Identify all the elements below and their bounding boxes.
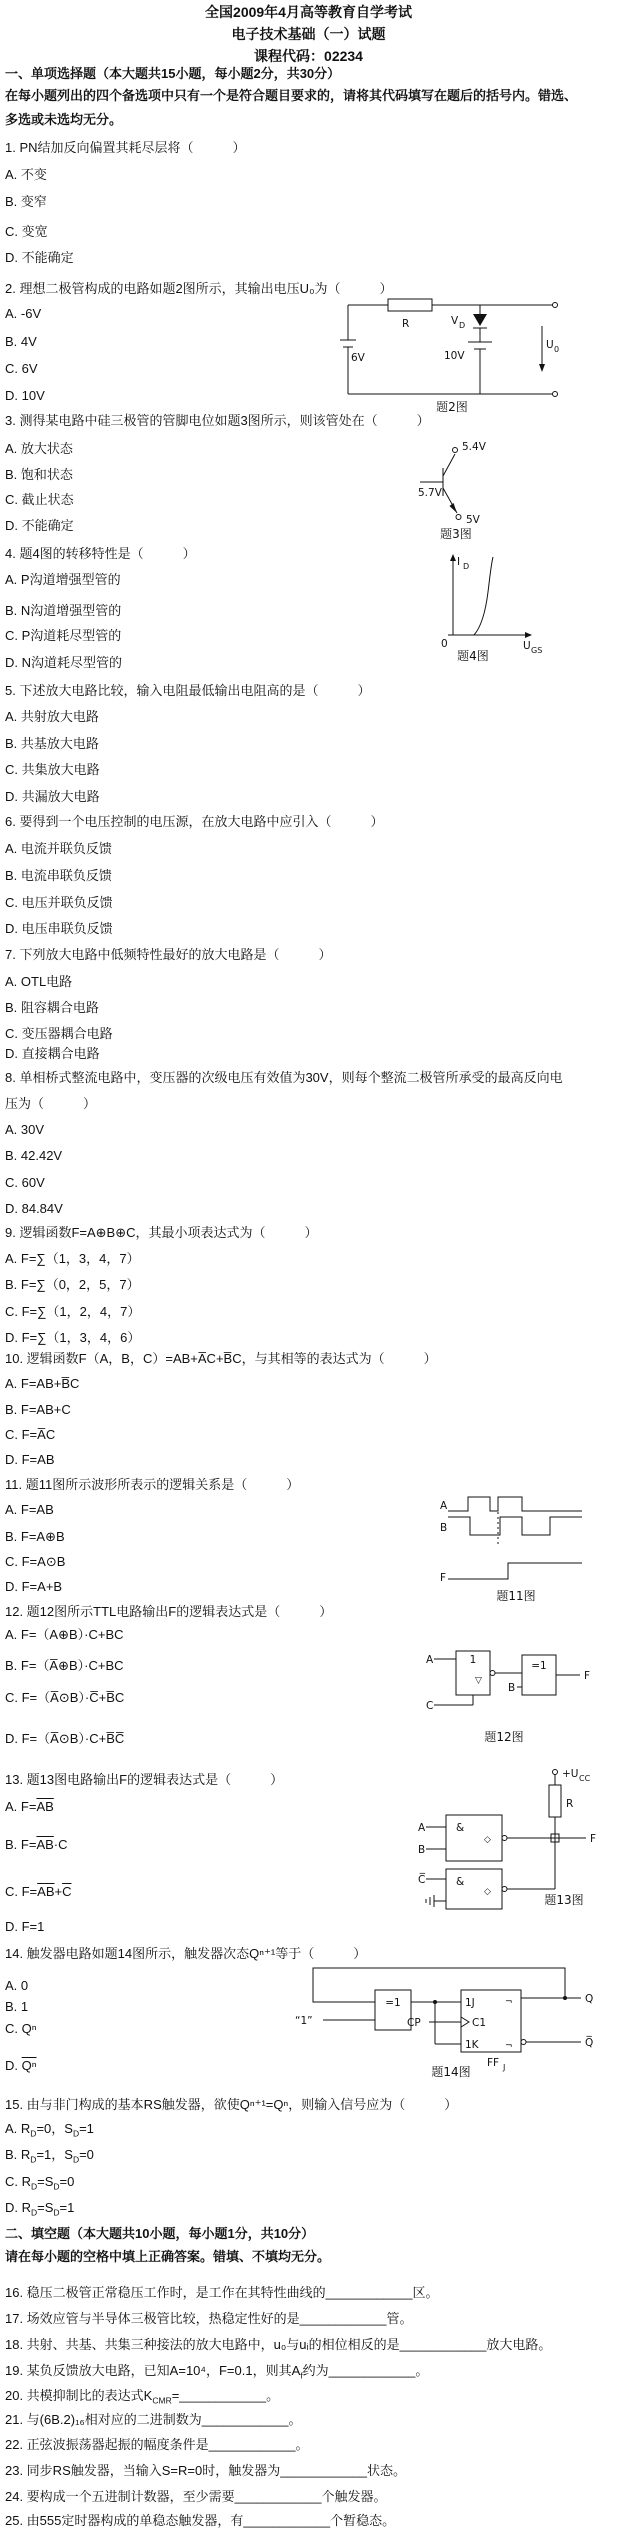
course-code: 课程代码：02234 [254, 48, 363, 64]
fig13-input-b-label: B [418, 1844, 426, 1856]
question-8-stem-line1: 8. 单相桥式整流电路中，变压器的次级电压有效值为30V，则每个整流二极管所承受的最高反向电 [5, 1070, 563, 1085]
fig3-caption: 题3图 [440, 527, 472, 541]
fig14-q-output-label: Q [585, 1993, 594, 2005]
fig2-battery-10v-label: 10V [444, 350, 465, 362]
exam-title-line2: 电子技术基础（一）试题 [231, 26, 386, 42]
fig11-waveform-a-label: A [440, 1500, 448, 1512]
question-4-option-d: D. N沟道耗尽型管的 [5, 655, 123, 670]
question-1-option-c: C. 变宽 [5, 224, 48, 239]
question-3-option-b: B. 饱和状态 [5, 467, 73, 482]
question-5-option-a: A. 共射放大电路 [5, 709, 99, 724]
figure-q4-transfer-characteristic [428, 552, 546, 662]
exam-title-line1: 全国2009年4月高等教育自学考试 [205, 4, 412, 20]
question-8-option-b: B. 42.42V [5, 1148, 63, 1163]
fig12-caption: 题12图 [484, 1730, 524, 1744]
question-10-option-d: D. F=AB [5, 1452, 55, 1467]
fig13-gate1-label: & [456, 1822, 465, 1834]
fig14-k-input-label: 1K [465, 2039, 479, 2051]
fig2-resistor-label: R [402, 318, 410, 330]
question-11-option-d: D. F=A+B [5, 1579, 63, 1594]
fig13-gate1-oc-symbol: ◇ [484, 1835, 491, 1845]
question-6-stem: 6. 要得到一个电压控制的电压源，在放大电路中应引入（ ） [5, 814, 384, 829]
question-3-option-a: A. 放大状态 [5, 441, 73, 456]
fig14-postponed-output-symbol-bottom: ¬ [505, 2041, 513, 2051]
fig14-constant-1-label: “1” [295, 2015, 313, 2027]
question-4-option-b: B. N沟道增强型管的 [5, 603, 122, 618]
fig12-output-f-label: F [584, 1670, 591, 1682]
question-5-option-c: C. 共集放大电路 [5, 762, 100, 777]
question-13-stem: 13. 题13图电路输出F的逻辑表达式是（ ） [5, 1772, 284, 1787]
question-14-option-a: A. 0 [5, 1978, 29, 1993]
question-11-option-c: C. F=A⊙B [5, 1554, 66, 1569]
figure-q13-open-collector-circuit [418, 1763, 616, 1911]
fig14-postponed-output-symbol-top: ¬ [505, 1997, 513, 2007]
fig13-caption: 题13图 [544, 1893, 584, 1907]
question-1-option-b: B. 变窄 [5, 194, 47, 209]
fig14-ff-label: FF [487, 2057, 500, 2069]
question-20: 20. 共模抑制比的表达式$K_{CMR}=\_\_\_\_\_\_\_\_\_\_\_\_$。 [5, 2388, 280, 2406]
question-5-stem: 5. 下述放大电路比较，输入电阻最低输出电阻高的是（ ） [5, 683, 371, 698]
fig14-caption: 题14图 [431, 2065, 471, 2078]
fig12-open-collector-symbol: ▽ [475, 1676, 482, 1686]
fig13-resistor-label: R [566, 1798, 574, 1810]
fig13-input-a-label: A [418, 1822, 426, 1834]
figure-q3-transistor [416, 434, 528, 542]
question-10-option-b: B. F=AB+C [5, 1402, 71, 1417]
question-15-option-a: A. $R_D=0$，$S_D=1$ [5, 2121, 94, 2139]
question-17: 17. 场效应管与半导体三极管比较，热稳定性好的是____________管。 [5, 2311, 413, 2326]
question-6-option-a: A. 电流并联负反馈 [5, 841, 112, 856]
question-9-option-d: D. F=∑（1，3，4，6） [5, 1330, 141, 1345]
fig3-collector-voltage: 5.4V [462, 441, 486, 453]
question-6-option-c: C. 电压并联负反馈 [5, 895, 113, 910]
fig12-input-a-label: A [426, 1654, 434, 1666]
question-13-option-a: A. $F=\overline{AB}$ [5, 1799, 54, 1814]
fig2-caption: 题2图 [436, 400, 468, 414]
question-7-option-d: D. 直接耦合电路 [5, 1046, 100, 1061]
question-25: 25. 由555定时器构成的单稳态触发器，有____________个暂稳态。 [5, 2513, 396, 2528]
question-10-stem: 10. 逻辑函数F（A，B，C）=AB+A̅C+B̅C，与其相等的表达式为（ ） [5, 1351, 437, 1366]
fig2-diode-label: V [451, 315, 459, 327]
question-9-option-c: C. F=∑（1，2，4，7） [5, 1304, 141, 1319]
question-15-stem: 15. 由与非门构成的基本RS触发器，欲使Qⁿ⁺¹=Qⁿ，则输入信号应为（ ） [5, 2097, 458, 2112]
question-2-option-a: A. -6V [5, 306, 42, 321]
question-15-option-c: C. $R_D=S_D=0$ [5, 2174, 75, 2192]
question-2-option-b: B. 4V [5, 334, 37, 349]
fig12-input-b-label: B [508, 1682, 516, 1694]
question-14-option-d: D. $\overline{Q^n}$ [5, 2058, 37, 2073]
fig14-j-input-label: 1J [465, 1997, 475, 2009]
question-10-option-a: A. F=AB+B̅C [5, 1376, 80, 1391]
fig13-vcc-sub: CC [579, 1774, 591, 1783]
question-22: 22. 正弦波振荡器起振的幅度条件是____________。 [5, 2437, 309, 2452]
question-3-option-d: D. 不能确定 [5, 518, 74, 533]
question-12-stem: 12. 题12图所示TTL电路输出F的逻辑表达式是（ ） [5, 1604, 333, 1619]
question-13-option-b: B. $F=\overline{AB}\cdot C$ [5, 1837, 68, 1852]
question-10-option-c: C. F=A̅C [5, 1427, 56, 1442]
question-19: 19. 某负反馈放大电路，已知A=10⁴，F=0.1，则其$A_f$约为____________。 [5, 2363, 429, 2381]
fig12-gate1-label: 1 [469, 1654, 477, 1666]
question-8-option-d: D. 84.84V [5, 1201, 63, 1216]
question-9-option-a: A. F=∑（1，3，4，7） [5, 1251, 140, 1266]
question-7-option-c: C. 变压器耦合电路 [5, 1026, 113, 1041]
fig14-clock-label: CP [407, 2017, 421, 2029]
question-14-stem: 14. 触发器电路如题14图所示，触发器次态Qⁿ⁺¹等于（ ） [5, 1946, 367, 1961]
section2-heading: 二、填空题（本大题共10小题，每小题1分，共10分） [5, 2226, 315, 2241]
question-2-stem: 2. 理想二极管构成的电路如题2图所示，其输出电压U₀为（ ） [5, 281, 393, 296]
fig4-x-axis-sub: GS [531, 646, 543, 655]
fig13-vcc-label: +U [562, 1768, 579, 1780]
fig2-output-voltage-label: U [546, 339, 554, 351]
figure-q2-diode-circuit [338, 296, 566, 414]
question-7-option-a: A. OTL电路 [5, 974, 73, 989]
question-6-option-b: B. 电流串联负反馈 [5, 868, 112, 883]
fig4-origin-label: 0 [441, 638, 448, 650]
question-13-option-c: C. $F=\overline{AB}+\overline{C}$ [5, 1884, 72, 1899]
question-21: 21. 与(6B.2)₁₆相对应的二进制数为____________。 [5, 2412, 302, 2427]
question-12-option-b: B. F=（A̅⊕B）·C+BC [5, 1658, 124, 1673]
fig11-caption: 题11图 [496, 1589, 536, 1603]
question-7-stem: 7. 下列放大电路中低频特性最好的放大电路是（ ） [5, 947, 332, 962]
question-3-option-c: C. 截止状态 [5, 492, 74, 507]
question-24: 24. 要构成一个五进制计数器，至少需要____________个触发器。 [5, 2489, 387, 2504]
question-15-option-d: D. $R_D=S_D=1$ [5, 2200, 75, 2218]
fig4-y-axis-label: I [457, 556, 461, 568]
question-8-option-a: A. 30V [5, 1122, 45, 1137]
question-5-option-d: D. 共漏放大电路 [5, 789, 100, 804]
question-11-stem: 11. 题11图所示波形所表示的逻辑关系是（ ） [5, 1477, 300, 1492]
fig13-output-f-label: F [590, 1833, 597, 1845]
section1-note-line2: 多选或未选均无分。 [5, 112, 123, 127]
question-2-option-c: C. 6V [5, 361, 38, 376]
question-15-option-b: B. $R_D=1$，$S_D=0$ [5, 2147, 94, 2165]
fig3-emitter-voltage: 5V [466, 514, 480, 526]
fig2-battery-6v-label: 6V [351, 352, 365, 364]
figure-q14-flipflop-circuit [293, 1956, 617, 2078]
question-8-stem-line2: 压为（ ） [5, 1096, 97, 1111]
question-3-stem: 3. 测得某电路中硅三极管的管脚电位如题3图所示，则该管处在（ ） [5, 413, 430, 428]
fig11-waveform-f-label: F [440, 1572, 447, 1584]
fig14-c1-label: C1 [472, 2017, 487, 2029]
question-18: 18. 共射、共基、共集三种接法的放大电路中，u₀与uᵢ的相位相反的是____________放大电路。 [5, 2337, 552, 2352]
question-1-option-d: D. 不能确定 [5, 250, 74, 265]
figure-q12-ttl-gates [422, 1645, 607, 1745]
fig14-ff-label-sub: J [503, 2063, 506, 2072]
question-1-stem: 1. PN结加反向偏置其耗尽层将（ ） [5, 140, 246, 155]
figure-q11-waveforms [432, 1487, 592, 1605]
question-5-option-b: B. 共基放大电路 [5, 736, 99, 751]
fig4-caption: 题4图 [457, 649, 489, 662]
fig13-input-cbar-label: C̅ [418, 1874, 426, 1886]
fig13-gate2-label: & [456, 1876, 465, 1888]
section2-note: 请在每小题的空格中填上正确答案。错填、不填均无分。 [5, 2249, 331, 2264]
question-4-stem: 4. 题4图的转移特性是（ ） [5, 546, 196, 561]
fig4-x-axis-label: U [523, 640, 531, 652]
fig2-output-voltage-sub: 0 [554, 345, 560, 354]
section1-note-line1: 在每小题列出的四个备选项中只有一个是符合题目要求的，请将其代码填写在题后的括号内。错选、 [5, 88, 578, 103]
fig13-gate2-oc-symbol: ◇ [484, 1887, 491, 1897]
question-9-option-b: B. F=∑（0，2，5，7） [5, 1277, 140, 1292]
question-2-option-d: D. 10V [5, 388, 45, 403]
fig14-qbar-output-label: Q̅ [585, 2037, 594, 2049]
question-14-option-c: C. Qⁿ [5, 2021, 37, 2036]
question-11-option-a: A. F=AB [5, 1502, 54, 1517]
question-16: 16. 稳压二极管正常稳压工作时，是工作在其特性曲线的____________区。 [5, 2285, 439, 2300]
fig4-y-axis-sub: D [463, 562, 470, 571]
question-23: 23. 同步RS触发器，当输入S=R=0时，触发器为____________状态。 [5, 2463, 406, 2478]
question-9-stem: 9. 逻辑函数F=A⊕B⊕C，其最小项表达式为（ ） [5, 1225, 318, 1240]
fig11-waveform-b-label: B [440, 1522, 448, 1534]
fig2-diode-label-sub: D [459, 321, 466, 330]
question-4-option-a: A. P沟道增强型管的 [5, 572, 121, 587]
fig12-gate2-label: =1 [531, 1660, 547, 1672]
question-1-option-a: A. 不变 [5, 167, 47, 182]
question-4-option-c: C. P沟道耗尽型管的 [5, 628, 122, 643]
question-11-option-b: B. F=A⊕B [5, 1529, 65, 1544]
fig3-base-voltage: 5.7V [418, 487, 442, 499]
question-14-option-b: B. 1 [5, 1999, 29, 2014]
question-13-option-d: D. F=1 [5, 1919, 45, 1934]
question-12-option-c: C. F=（A̅⊙B）·C̅+B̅C [5, 1690, 125, 1705]
question-12-option-d: D. F=（A̅⊙B）·C+B̅C̅ [5, 1731, 125, 1746]
question-7-option-b: B. 阻容耦合电路 [5, 1000, 99, 1015]
fig14-xor-gate-label: =1 [385, 1997, 401, 2009]
question-12-option-a: A. F=（A⊕B）·C+BC [5, 1627, 124, 1642]
question-6-option-d: D. 电压串联负反馈 [5, 921, 113, 936]
question-8-option-c: C. 60V [5, 1175, 45, 1190]
fig12-input-c-label: C [426, 1700, 434, 1712]
section1-heading: 一、单项选择题（本大题共15小题，每小题2分，共30分） [5, 66, 341, 81]
